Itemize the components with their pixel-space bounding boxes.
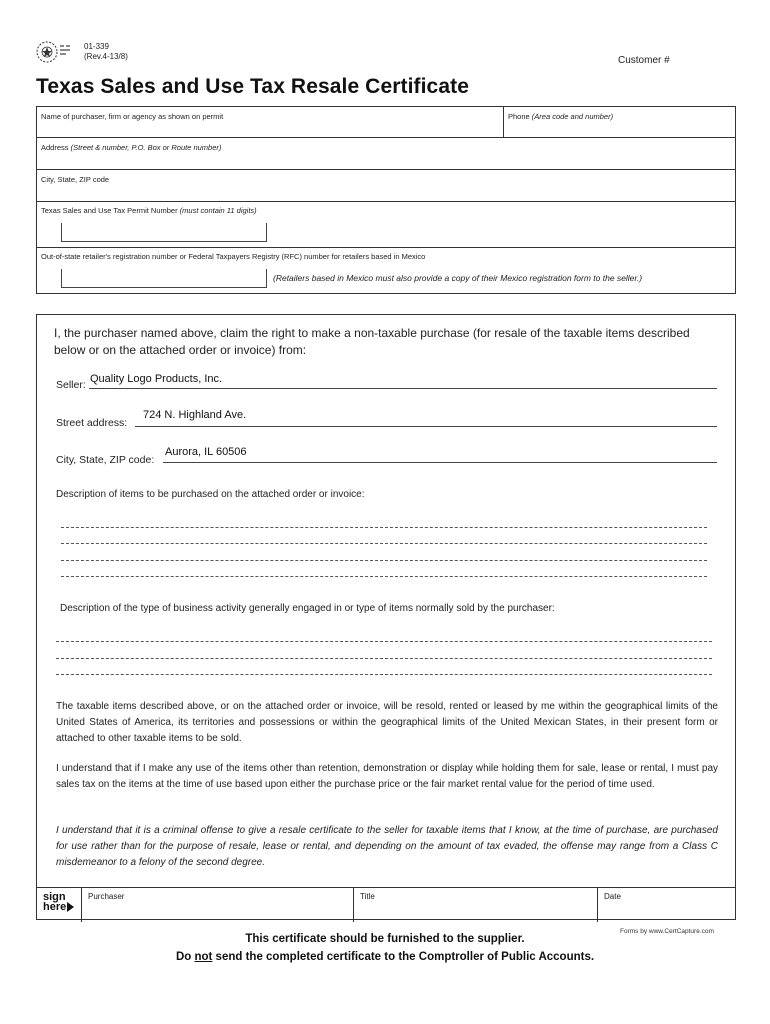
items-description-line[interactable] [61,576,707,577]
permit-number-label: Texas Sales and Use Tax Permit Number (must contain 11 digits) [41,206,257,215]
comptroller-seal-icon [36,40,76,64]
purchaser-name-label: Name of purchaser, firm or agency as shown on permit [41,112,224,121]
items-description-label: Description of items to be purchased on the attached order or invoice: [56,489,365,500]
criminal-offense-statement: I understand that it is a criminal offense to give a resale certificate to the seller for taxable items that I know, at the time of purchase, are purchased for use rather than for the purpose of resale, lease or rental, and depending on the amount of tax evaded, the offense may range from a Class C misdemeanor to a felony of the second degree. [56,825,718,868]
claim-statement: I, the purchaser named above, claim the right to make a non-taxable purchase (for resale of the taxable items described below or on the attached order or invoice) from: [54,326,690,357]
page-title: Texas Sales and Use Tax Resale Certificate [36,75,469,98]
resale-statement: The taxable items described above, or on the attached order or invoice, will be resold, rented or leased by me within the geographical limits of the United States of America, its territories and possessions or within the geographical limits of the United Mexican States, in their present form or attached to other taxable items to be sold. [56,701,718,744]
street-address-label: Street address: [56,417,128,429]
business-description-line[interactable] [56,674,712,675]
resale-claim-box [36,314,736,920]
customer-number-label: Customer # [618,55,670,66]
address-label: Address (Street & number, P.O. Box or Route number) [41,143,222,152]
date-field[interactable] [597,888,735,922]
out-of-state-number-field[interactable] [61,269,267,288]
title-label: Title [360,892,375,901]
street-address-line [135,426,717,427]
seller-value[interactable]: Quality Logo Products, Inc. [90,373,223,385]
business-description-line[interactable] [56,658,712,659]
business-description-label: Description of the type of business activity generally engaged in or type of items normally sold by the purchaser: [60,603,555,614]
items-description-line[interactable] [61,543,707,544]
mexico-note: (Retailers based in Mexico must also provide a copy of their Mexico registration form to the seller.) [273,273,643,283]
purchaser-signature-field[interactable] [81,888,353,922]
furnish-to-supplier-note: This certificate should be furnished to the supplier. [245,933,525,945]
signature-row [37,887,735,922]
items-description-line[interactable] [61,560,707,561]
do-not-send-note: Do not send the completed certificate to the Comptroller of Public Accounts. [175,951,595,963]
items-description-line[interactable] [61,527,707,528]
permit-number-field[interactable] [61,223,267,242]
purchaser-info-box [36,106,736,294]
business-description-line[interactable] [56,641,712,642]
date-label: Date [604,892,621,901]
sign-here-icon: sign here [43,892,74,912]
phone-label: Phone (Area code and number) [508,112,614,121]
seller-city-line [163,462,717,463]
seller-city-label: City, State, ZIP code: [56,454,155,466]
purchaser-signature-label: Purchaser [88,892,125,901]
street-address-value[interactable]: 724 N. Highland Ave. [143,409,247,421]
seller-label: Seller: [56,379,86,391]
city-state-zip-label: City, State, ZIP code [41,175,110,184]
seller-city-value[interactable]: Aurora, IL 60506 [165,446,247,458]
form-number: 01-339 (Rev.4-13/8) [84,42,128,61]
seller-line [89,388,717,389]
title-field[interactable] [353,888,597,922]
certcapture-credit: Forms by www.CertCapture.com [620,928,714,935]
use-tax-statement: I understand that if I make any use of the items other than retention, demonstration or display while holding them for sale, lease or rental, I must pay sales tax on the items at the time of use based upon either the purchase price or the fair market rental value for the period of time used. [56,763,718,790]
out-of-state-label: Out-of-state retailer's registration number or Federal Taxpayers Registry (RFC) number for retailers based in Mexico [41,252,426,261]
